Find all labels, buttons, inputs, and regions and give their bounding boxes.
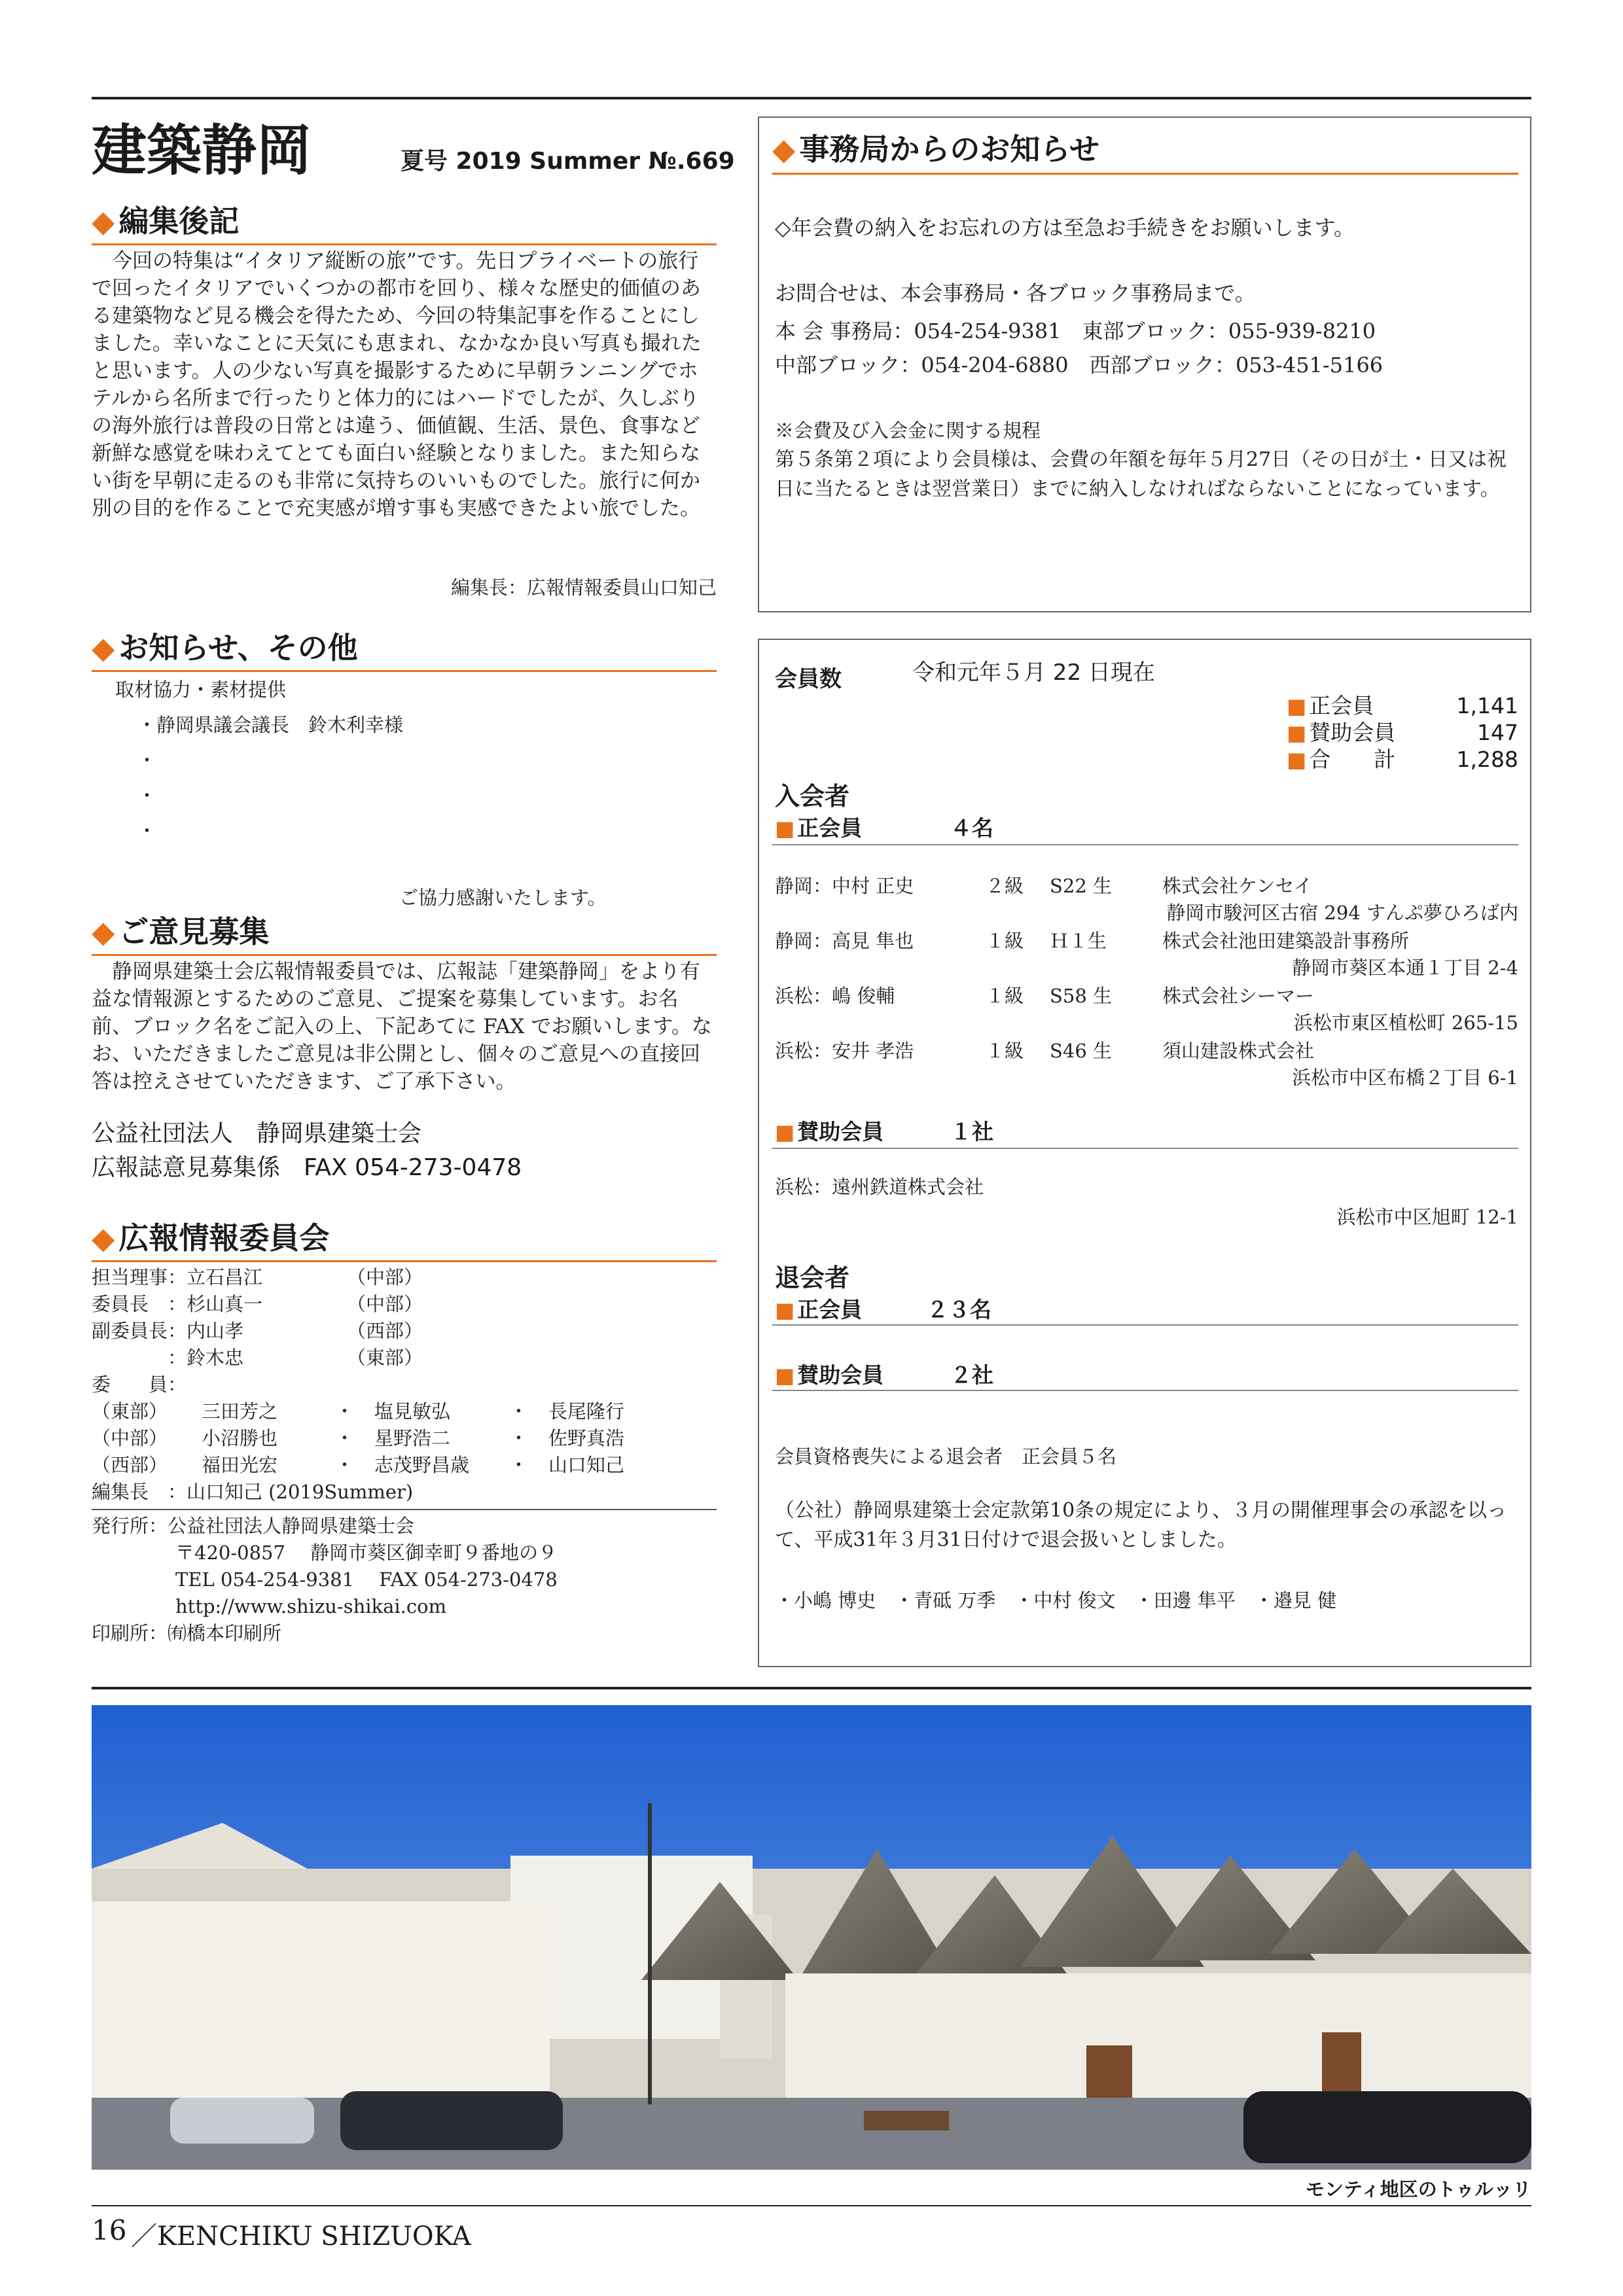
printer-line: 印刷所：㈲橋本印刷所 (92, 1622, 282, 1644)
square-bullet-icon: ■ (1287, 694, 1307, 718)
member-name: 星野浩二 (374, 1427, 451, 1449)
top-rule (92, 97, 1531, 99)
editorial-heading-text: 編集後記 (118, 203, 240, 239)
committee-members-label: 委 員： (92, 1373, 187, 1396)
street-lamp (648, 1803, 652, 2104)
count-value: 147 (1477, 720, 1518, 745)
committee-region: （中部） (347, 1266, 423, 1288)
new-member-birth: S46 生 (1050, 1040, 1112, 1062)
editorial-underline (92, 243, 717, 245)
new-member-name: 静岡：中村 正史 (775, 875, 914, 897)
support-divider (772, 1148, 1518, 1149)
regular-label-row (775, 811, 862, 842)
new-member-birth: Ｈ１生 (1050, 930, 1107, 952)
opinions-heading-text: ご意見募集 (118, 914, 270, 949)
editorial-body: 今回の特集は“イタリア縦断の旅”です。先日プライベートの旅行で回ったイタリアでいくつかの都市を回り、様々な歴史的価値のある建築物など見る機会を得たため、今回の特集記事を作ることにしました。幸いなことに天気にも恵まれ、なかなか良い写真も撮れたと思います。人の少ない写真を撮影するために早朝ランニングでホテルから名所まで行ったりと体力的にはハードでしたが、久しぶりの海外旅行は普段の日常とは違う、価値観、生活、景色、食事など新鮮な感覚を味わえてとても面白い経験となりました。また知らない街を早朝に走るのも非常に気持ちのいいものでした。旅行に何か別の目的を作ることで充実感が増す事も実感できたよい旅でした。 (92, 249, 702, 520)
square-bullet-icon: ■ (1287, 720, 1307, 745)
committee-divider (92, 1509, 717, 1510)
member-name: 山口知己 (548, 1454, 625, 1476)
lapse-body: （公社）静岡県建築士会定款第10条の規定により、３月の開催理事会の承認を以って、平成31年３月31日付けで退会扱いとしました。 (775, 1499, 1507, 1551)
membership-as-of: 令和元年５月 22 日現在 (912, 660, 1155, 686)
new-member-company: 株式会社池田建築設計事務所 (1162, 930, 1410, 952)
footer-rule (92, 2205, 1531, 2206)
diamond-icon: ◆ (92, 1220, 115, 1256)
publisher-url: http://www.shizu-shikai.com (175, 1595, 447, 1617)
committee-region: （東部） (347, 1347, 423, 1369)
car (340, 2091, 563, 2150)
lapse-line: 会員資格喪失による退会者 正会員５名 (775, 1445, 1117, 1468)
member-region: （東部） (92, 1400, 168, 1422)
car (170, 2098, 314, 2144)
committee-role: 担当理事：立石昌江 (92, 1266, 263, 1288)
diamond-icon: ◆ (92, 630, 115, 665)
diamond-icon: ◆ (772, 132, 796, 167)
new-member-company: 須山建設株式会社 (1162, 1040, 1315, 1062)
car (1243, 2091, 1531, 2163)
square-bullet-icon: ■ (775, 816, 795, 841)
rule-body: 第５条第２項により会員様は、会費の年額を毎年５月27日（その日が土・日又は祝日に当たるときは翌営業日）までに納入しなければならないことになっています。 (775, 448, 1507, 501)
count-value: 1,141 (1456, 693, 1518, 718)
opinions-contact-fax: 広報誌意見募集係 FAX 054-273-0478 (92, 1154, 522, 1181)
count-label: 賛助会員 (1309, 720, 1396, 745)
left-support-row (775, 1358, 883, 1389)
member-name: 小沼勝也 (202, 1427, 278, 1449)
support-address: 浜松市中区旭町 12-1 (1336, 1206, 1518, 1228)
regular-count: ４名 (950, 815, 993, 841)
opinions-body: 静岡県建築士会広報情報委員では、広報誌「建築静岡」をより有益な情報源とするためのご意見、ご提案を募集しています。お名前、ブロック名をご記入の上、下記あてに FAX でお願いします。なお、いただきましたご意見は非公開とし、個々のご意見への直接回答は控えさせていただきます、ご了承下さい。 (92, 960, 712, 1093)
new-member-name: 静岡：高見 隼也 (775, 930, 914, 952)
joined-divider (772, 844, 1518, 845)
notices-item: ・ (137, 749, 157, 771)
notices-item: ・ (137, 820, 157, 842)
left-support-label: 賛助会員 (797, 1362, 884, 1388)
count-label: 正会員 (1309, 693, 1374, 718)
left-support-count: ２社 (950, 1362, 993, 1388)
diamond-icon: ◆ (92, 203, 115, 239)
contact-lead: お問合せは、本会事務局・各ブロック事務局まで。 (775, 281, 1256, 306)
notices-thanks: ご協力感謝いたします。 (399, 887, 607, 909)
member-separator: ・ (509, 1400, 529, 1422)
committee-role: ：鈴木忠 (92, 1347, 244, 1369)
square-bullet-icon: ■ (775, 1298, 795, 1322)
photo-caption: モンティ地区のトゥルッリ (1306, 2178, 1531, 2200)
count-value: 1,288 (1456, 747, 1518, 772)
fee-alert: ◇年会費の納入をお忘れの方は至急お手続きをお願いします。 (775, 215, 1355, 240)
new-member-grade: ２級 (986, 875, 1024, 897)
notices-heading (92, 628, 358, 667)
notices-underline (92, 670, 717, 672)
committee-heading-text: 広報情報委員会 (118, 1220, 330, 1256)
left-support-divider (772, 1390, 1518, 1391)
regular-label: 正会員 (797, 815, 863, 841)
square-bullet-icon: ■ (1287, 747, 1307, 772)
notices-lead: 取材協力・素材提供 (115, 679, 287, 701)
new-member-birth: S22 生 (1050, 875, 1112, 897)
editorial-signature: 編集長：広報情報委員山口知己 (450, 576, 717, 599)
new-member-address: 静岡市駿河区古宿 294 すんぷ夢ひろば内 (1166, 902, 1518, 924)
member-separator: ・ (335, 1400, 355, 1422)
new-member-birth: S58 生 (1050, 985, 1112, 1007)
member-region: （西部） (92, 1454, 168, 1476)
member-region: （中部） (92, 1427, 168, 1449)
count-row (1287, 692, 1374, 720)
notices-heading-text: お知らせ、その他 (118, 630, 358, 665)
member-name: 佐野真浩 (548, 1427, 625, 1449)
notices-item: ・ (137, 785, 157, 807)
committee-underline (92, 1260, 717, 1262)
support-member: 浜松：遠州鉄道株式会社 (775, 1176, 984, 1198)
new-member-company: 株式会社シーマー (1162, 985, 1315, 1007)
page-number: 16 (92, 2214, 127, 2246)
committee-editor: 編集長 ：山口知己 (2019Summer) (92, 1481, 414, 1503)
magazine-title: 建築静岡 (92, 118, 312, 183)
issue-label: 夏号 2019 Summer №.669 (401, 148, 735, 175)
committee-region: （西部） (347, 1320, 423, 1342)
photo-top-rule (92, 1687, 1531, 1689)
lapsed-names: ・小嶋 博史 ・青砥 万季 ・中村 俊文 ・田邊 隼平 ・邉見 健 (775, 1589, 1337, 1612)
diamond-icon: ◆ (92, 914, 115, 949)
notices-item: ・静岡県議会議長 鈴木利幸様 (137, 714, 404, 736)
member-separator: ・ (509, 1454, 529, 1476)
count-label: 合 計 (1309, 747, 1396, 772)
committee-region: （中部） (347, 1293, 423, 1315)
opinions-contact-org: 公益社団法人 静岡県建築士会 (92, 1120, 422, 1147)
member-name: 長尾隆行 (548, 1400, 625, 1422)
square-bullet-icon: ■ (775, 1363, 795, 1388)
count-row (1287, 746, 1395, 773)
left-heading: 退会者 (775, 1263, 850, 1292)
office-notice-underline (772, 173, 1518, 175)
new-member-name: 浜松：嶋 俊輔 (775, 985, 895, 1007)
white-building (92, 1901, 550, 2098)
new-member-name: 浜松：安井 孝浩 (775, 1040, 914, 1062)
committee-heading (92, 1218, 329, 1258)
new-member-grade: １級 (986, 930, 1024, 952)
member-name: 三田芳之 (202, 1400, 278, 1422)
member-separator: ・ (335, 1454, 355, 1476)
left-regular-divider (772, 1324, 1518, 1326)
bench (864, 2111, 949, 2130)
member-name: 福田光宏 (202, 1454, 278, 1476)
member-name: 塩見敏弘 (374, 1400, 451, 1422)
count-row (1287, 719, 1395, 747)
support-label: 賛助会員 (797, 1119, 884, 1144)
left-regular-label: 正会員 (797, 1297, 863, 1322)
committee-role: 副委員長：内山孝 (92, 1320, 244, 1342)
new-member-company: 株式会社ケンセイ (1162, 875, 1313, 897)
office-notice-heading (772, 130, 1099, 169)
rule-title: ※会費及び入会金に関する規程 (775, 419, 1041, 442)
member-separator: ・ (509, 1427, 529, 1449)
publisher-line: TEL 054-254-9381 FAX 054-273-0478 (175, 1568, 558, 1591)
phone-line: 中部ブロック：054-204-6880 西部ブロック：053-451-5166 (775, 353, 1383, 378)
left-regular-count: ２３名 (927, 1297, 991, 1322)
new-member-grade: １級 (986, 985, 1024, 1007)
new-member-address: 静岡市葵区本通１丁目 2-4 (1292, 957, 1518, 979)
new-member-address: 浜松市東区植松町 265-15 (1293, 1012, 1518, 1034)
publisher-line: 発行所：公益社団法人静岡県建築士会 (92, 1515, 415, 1537)
joined-heading: 入会者 (775, 782, 850, 811)
magazine-name: ／KENCHIKU SHIZUOKA (131, 2221, 471, 2252)
member-separator: ・ (335, 1427, 355, 1449)
editorial-heading (92, 202, 239, 241)
square-bullet-icon: ■ (775, 1120, 795, 1144)
support-count: １社 (950, 1119, 993, 1144)
trulli-photo (92, 1705, 1531, 2170)
opinions-heading (92, 912, 269, 951)
new-member-grade: １級 (986, 1040, 1024, 1062)
publisher-line: 〒420-0857 静岡市葵区御幸町９番地の９ (175, 1542, 558, 1564)
left-regular-row (775, 1293, 862, 1324)
membership-heading: 会員数 (775, 666, 842, 692)
committee-role: 委員長 ：杉山真一 (92, 1293, 263, 1315)
new-member-address: 浜松市中区布橋２丁目 6-1 (1292, 1067, 1518, 1089)
phone-line: 本 会 事務局：054-254-9381 東部ブロック：055-939-8210 (775, 319, 1376, 344)
opinions-underline (92, 954, 717, 956)
office-notice-heading-text: 事務局からのお知らせ (799, 132, 1100, 167)
support-label-row (775, 1115, 883, 1146)
member-name: 志茂野昌歳 (374, 1454, 470, 1476)
